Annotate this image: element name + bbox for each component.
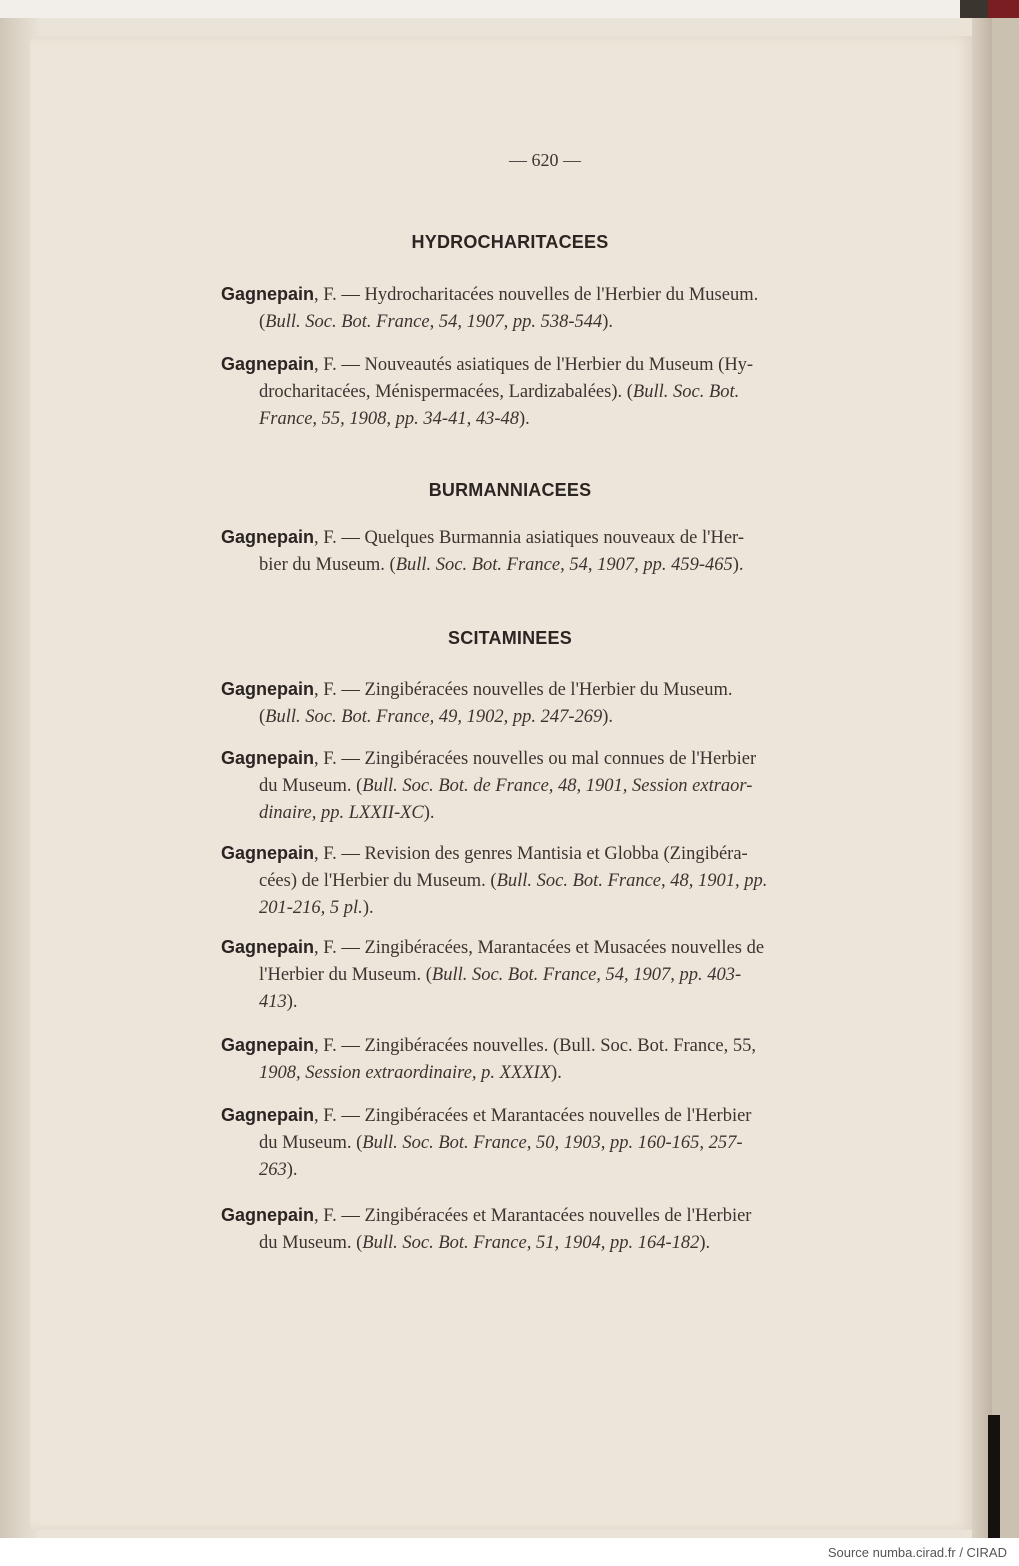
- entry-title: Quelques Burmannia asiatiques nouveaux de l'Her-: [364, 528, 744, 548]
- entry-author: Gagnepain: [221, 843, 315, 863]
- page-number: — 620 —: [509, 150, 581, 170]
- entry-reference: Bull. Soc. Bot. France, 54, 1907, pp. 538-544: [265, 312, 603, 332]
- bibliography-entry: Gagnepain, F. — Nouveautés asiatiques de l'Herbier du Museum (Hy- drocharitacées, Ménispermacées, Lardizabalées). (Bull. Soc. Bot. France, 55, 1908, pp. 34-41, 43-48).: [221, 354, 754, 429]
- bibliography-entry: Gagnepain, F. — Revision des genres Mantisia et Globba (Zingibéra- cées) de l'Herbier du Museum. (Bull. Soc. Bot. France, 48, 1901, pp. 201-216, 5 pl.).: [221, 843, 768, 918]
- entry-title: Zingibéracées et Marantacées nouvelles de l'Herbier: [364, 1206, 752, 1226]
- section-heading-scitaminees: SCITAMINEES: [448, 628, 572, 648]
- entry-title: Nouveautés asiatiques de l'Herbier du Museum (Hy-: [364, 355, 754, 375]
- bibliography-entry: Gagnepain, F. — Zingibéracées nouvelles de l'Herbier du Museum. (Bull. Soc. Bot. France, 49, 1902, pp. 247-269).: [221, 679, 733, 727]
- entry-author: Gagnepain: [221, 1035, 315, 1055]
- entry-title: Hydrocharitacées nouvelles de l'Herbier du Museum.: [364, 285, 759, 305]
- entry-title: Zingibéracées nouvelles ou mal connues de l'Herbier: [364, 749, 757, 769]
- entry-author: Gagnepain: [221, 937, 315, 957]
- section-heading-burmanniacees: BURMANNIACEES: [428, 480, 592, 500]
- entry-title: Zingibéracées et Marantacées nouvelles de l'Herbier: [364, 1106, 752, 1126]
- entry-reference: 263: [259, 1160, 287, 1180]
- entry-author: Gagnepain: [221, 748, 315, 768]
- book-edge: [960, 0, 988, 18]
- entry-reference: Bull. Soc. Bot. de France, 48, 1901, Session extraor-: [362, 776, 753, 796]
- bibliography-entry: Gagnepain, F. — Hydrocharitacées nouvelles de l'Herbier du Museum. (Bull. Soc. Bot. France, 54, 1907, pp. 538-544).: [221, 284, 759, 332]
- entry-author: Gagnepain: [221, 354, 315, 374]
- entry-reference: Bull. Soc. Bot.: [632, 382, 740, 402]
- entry-author: Gagnepain: [221, 1205, 315, 1225]
- entry-reference: Bull. Soc. Bot. France, 48, 1901, pp.: [496, 871, 768, 891]
- entry-reference: 1908, Session extraordinaire, p. XXXIX: [259, 1063, 552, 1083]
- bibliography-entry: Gagnepain, F. — Zingibéracées et Marantacées nouvelles de l'Herbier du Museum. (Bull. Soc. Bot. France, 50, 1903, pp. 160-165, 257- 263).: [221, 1105, 752, 1180]
- bibliography-entry: Gagnepain, F. — Zingibéracées, Marantacées et Musacées nouvelles de l'Herbier du Museum. (Bull. Soc. Bot. France, 54, 1907, pp. 403- 413).: [221, 937, 765, 1012]
- entry-reference: Bull. Soc. Bot. France, 50, 1903, pp. 160-165, 257-: [362, 1133, 743, 1153]
- section-heading-hydrocharitacees: HYDROCHARITACEES: [411, 232, 609, 252]
- entry-reference: France, 55, 1908, pp. 34-41, 43-48: [259, 409, 519, 429]
- entry-reference: Bull. Soc. Bot. France, 49, 1902, pp. 247-269: [265, 707, 603, 727]
- entry-reference: Bull. Soc. Bot. France, 51, 1904, pp. 164-182: [362, 1233, 700, 1253]
- bibliography-entry: Gagnepain, F. — Zingibéracées nouvelles ou mal connues de l'Herbier du Museum. (Bull. Soc. Bot. de France, 48, 1901, Session extraor- dinaire, pp. LXXII-XC).: [221, 748, 757, 823]
- entry-author: Gagnepain: [221, 679, 315, 699]
- bibliography-entry: Gagnepain, F. — Quelques Burmannia asiatiques nouveaux de l'Her- bier du Museum. (Bull. Soc. Bot. France, 54, 1907, pp. 459-465).: [221, 527, 744, 575]
- entry-reference: Bull. Soc. Bot. France, 54, 1907, pp. 403-: [431, 965, 742, 985]
- scan-top-band: [0, 0, 1019, 18]
- entry-reference: Bull. Soc. Bot. France, 54, 1907, pp. 459-465: [395, 555, 733, 575]
- entry-title: Zingibéracées nouvelles de l'Herbier du Museum.: [364, 680, 733, 700]
- source-credit: Source numba.cirad.fr / CIRAD: [827, 1545, 1007, 1560]
- black-ribbon: [988, 1415, 1000, 1538]
- entry-author: Gagnepain: [221, 284, 315, 304]
- bibliography-entry: Gagnepain, F. — Zingibéracées nouvelles. (Bull. Soc. Bot. France, 55, 1908, Session extraordinaire, p. XXXIX).: [221, 1035, 756, 1083]
- entry-reference: 201-216, 5 pl.: [259, 898, 363, 918]
- entry-title: Revision des genres Mantisia et Globba (Zingibéra-: [364, 844, 748, 864]
- page-right-edge: [972, 18, 992, 1538]
- entry-reference: dinaire, pp. LXXII-XC: [259, 803, 424, 823]
- entry-author: Gagnepain: [221, 527, 315, 547]
- entry-title: Zingibéracées nouvelles. (Bull. Soc. Bot. France, 55,: [364, 1036, 756, 1056]
- entry-title: Zingibéracées, Marantacées et Musacées nouvelles de: [364, 938, 765, 958]
- entry-reference: 413: [259, 992, 287, 1012]
- page-fold: [992, 18, 1019, 1538]
- bibliography-entry: Gagnepain, F. — Zingibéracées et Marantacées nouvelles de l'Herbier du Museum. (Bull. Soc. Bot. France, 51, 1904, pp. 164-182).: [221, 1205, 752, 1253]
- entry-author: Gagnepain: [221, 1105, 315, 1125]
